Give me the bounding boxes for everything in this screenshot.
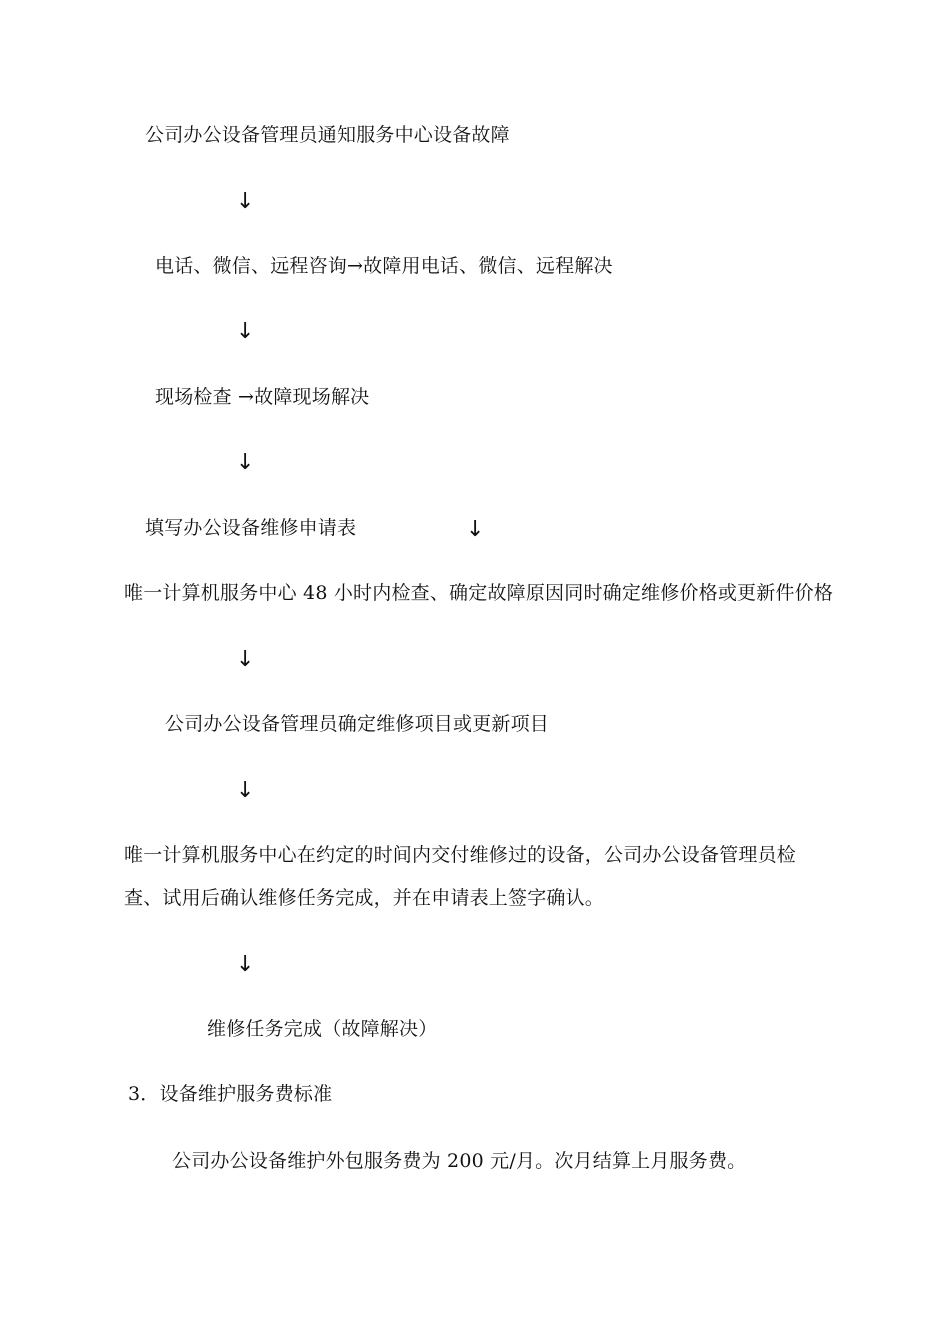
flow-step-onsite: 现场检查 →故障现场解决	[155, 386, 370, 408]
flow-step-remote: 电话、微信、远程咨询→故障用电话、微信、远程解决	[155, 255, 613, 277]
flow-step-form: 填写办公设备维修申请表	[145, 517, 357, 539]
flow-arrow-down: ↓	[236, 189, 255, 214]
flow-step-deliver-line2: 查、试用后确认维修任务完成，并在申请表上签字确认。	[124, 887, 605, 909]
flow-arrow-down: ↓	[236, 319, 255, 344]
section-body: 公司办公设备维护外包服务费为 200 元/月。次月结算上月服务费。	[172, 1150, 747, 1172]
flow-arrow-down: ↓	[236, 450, 255, 475]
flow-step-notify: 公司办公设备管理员通知服务中心设备故障	[145, 124, 510, 146]
flow-arrow-down: ↓	[236, 647, 255, 672]
flow-arrow-down: ↓	[236, 778, 255, 803]
flow-arrow-down: ↓	[466, 517, 485, 542]
flow-arrow-down: ↓	[236, 952, 255, 977]
section-heading: 3．设备维护服务费标准	[128, 1083, 333, 1105]
flow-step-complete: 维修任务完成（故障解决）	[207, 1018, 438, 1040]
flow-step-confirm-items: 公司办公设备管理员确定维修项目或更新项目	[165, 713, 550, 735]
flow-step-deliver-line1: 唯一计算机服务中心在约定的时间内交付维修过的设备，公司办公设备管理员检	[124, 844, 797, 866]
flow-step-inspect: 唯一计算机服务中心 48 小时内检查、确定故障原因同时确定维修价格或更新件价格	[124, 582, 834, 604]
